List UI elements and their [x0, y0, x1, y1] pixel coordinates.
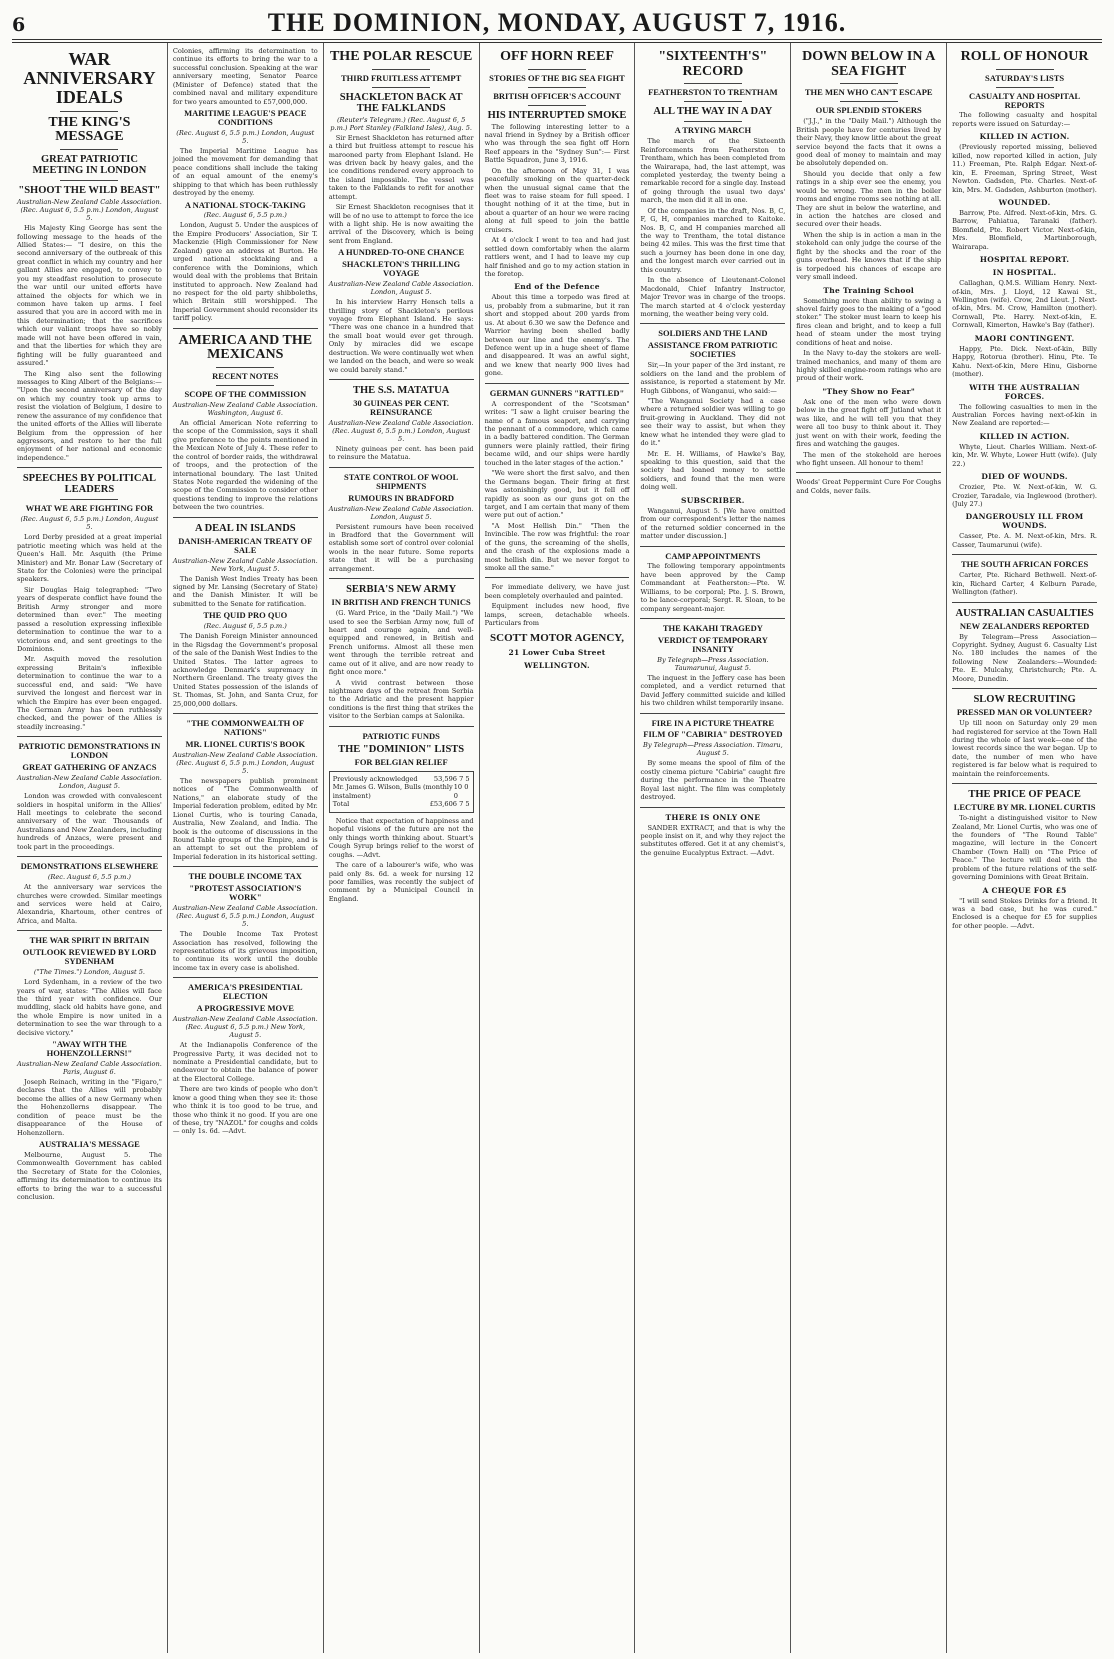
divider [17, 467, 162, 468]
article-paragraph: A vivid contrast between those nightmare days of the retreat from Serbia to the Adriatic and the present happier conditions is the first thing that strikes the visitor to the Serbian camps at Salonika. [328, 678, 474, 721]
subheadline: A TRYING MARCH [674, 125, 752, 136]
list-subhead: KILLED IN ACTION. [979, 431, 1070, 441]
article-paragraph: At 4 o'clock I went to tea and had just settled down comfortably when the alarm rattlers went, and I had to leave my cup half finished and go to my action station in the foretop. [484, 236, 630, 278]
divider [372, 87, 430, 88]
headline: GERMAN GUNNERS "RATTLED" [489, 387, 625, 398]
article-paragraph: Melbourne, August 5. The Commonwealth Government has cabled the Secretary of State for the Colonies, affirming its determination to continue its efforts to bring the war to a successful conclusion. [17, 1150, 162, 1202]
article-paragraph: Sir,—In your paper of the 3rd instant, re soldiers on the land and the problem of assistance, is reported a statement by Mr. Hugh Gibbons, of Wanganui, who said:— [640, 361, 786, 395]
subheadline: WHAT WE ARE FIGHTING FOR [25, 503, 154, 514]
column-5 [635, 43, 791, 1653]
article-paragraph: His Majesty King George has sent the following message to the heads of the Allied States:— "I desire, on this the second anniversary of the outbreak of this great conflict in which my country and her gallant Allies are engaged, to convey to you my steadfast resolution to prosecute the war until our united efforts have attained the objects for which we in common have taken up arms. I feel assured that you are in accord with me in this determination; that the sacrifices which our valiant troops have so nobly made will not have been offered in vain, and that the liberties for which they are fighting will be fully guaranteed and assured." [17, 224, 162, 368]
fund-row [333, 783, 470, 800]
divider [684, 101, 742, 102]
column-2 [168, 43, 324, 1653]
divider [528, 105, 586, 106]
advertiser-city: WELLINGTON. [524, 660, 590, 670]
article-paragraph: Lord Derby presided at a great imperial patriotic meeting which was held at the Queen's Hall. Mr. Asquith (the Prime Minister) and Mr. Bonar Law (Secretary of State for the Colonies) were the principal speakers. [17, 533, 162, 584]
subheadline: OUR SPLENDID STOKERS [815, 105, 922, 116]
subheadline: SATURDAY'S LISTS [985, 72, 1065, 83]
headline: WAR ANNIVERSARY IDEALS [23, 49, 156, 107]
subheadline: VERDICT OF TEMPORARY INSANITY [657, 634, 768, 654]
subheadline: DANISH-AMERICAN TREATY OF SALE [178, 535, 313, 555]
divider [372, 69, 430, 70]
subheadline: ALL THE WAY IN A DAY [653, 106, 773, 118]
subheadline: STORIES OF THE BIG SEA FIGHT [489, 72, 625, 83]
divider [952, 602, 1097, 603]
subheadline: OUTLOOK REVIEWED BY LORD SYDENHAM [22, 947, 157, 967]
divider [640, 546, 785, 547]
divider [640, 323, 785, 324]
article-paragraph: Sir Ernest Shackleton recognises that it will be of no use to attempt to force the ice with a light ship. He is now awaiting the arrival of the Discovery, which is being sent from England. [328, 203, 474, 245]
article-paragraph: (G. Ward Price, in the "Daily Mail.") "We used to see the Serbian Army now, full of heart and courage again, and well-equipped and renewed, in British and French uniforms. Almost all these men went through the terrible retreat and came out of it alive, and are now ready to fight once more." [328, 609, 474, 677]
divider [996, 69, 1054, 70]
article-paragraph: Mr. E. H. Williams, of Hawke's Bay, speaking to this question, said that the society had loaned money to settle soldiers, and found that the men were doing well. [640, 449, 786, 492]
divider [952, 554, 1097, 555]
article-paragraph: Lord Sydenham, in a review of the two years of war, states: "The Allies will face the third year with confidence. Our muddling, slack old habits have gone, and the whole Empire is now united in a determination to see the war through to a decisive victory." [17, 978, 162, 1037]
dateline: (Rec. August 6, 5.5 p.m.) [203, 211, 287, 220]
article-paragraph: "The Wanganui Society had a case where a returned soldier was willing to go fruit-growing in Auckland. They did not see their way to assist, but when they knew what he intended they were glad to do it." [640, 396, 786, 448]
divider [952, 783, 1097, 784]
subheadline: "PROTEST ASSOCIATION'S WORK" [189, 883, 302, 903]
article-paragraph: The men of the stokehold are heroes who fight unseen. All honour to them! [796, 450, 942, 467]
divider [216, 385, 274, 386]
column-grid [12, 43, 1102, 1653]
dateline: By Telegraph—Press Association. Taumarunui, August 5. [657, 655, 769, 672]
dateline: (Reuter's Telegram.) (Rec. August 6, 5 p.m.) Port Stanley (Falkland Isles), Aug. 5. [330, 115, 473, 132]
headline: A DEAL IN ISLANDS [194, 522, 296, 534]
subheadline: THIRD FRUITLESS ATTEMPT [341, 72, 462, 83]
divider [173, 977, 318, 978]
advertiser-name: SCOTT MOTOR AGENCY, [490, 631, 624, 644]
divider [329, 726, 474, 727]
article-paragraph: By some means the spool of film of the costly cinema picture "Cabiria" caught fire during the performance in the Theatre Royal last night. The film was completely destroyed. [640, 759, 786, 802]
headline: "THE COMMONWEALTH OF NATIONS" [186, 718, 305, 738]
article-paragraph: By Telegram—Press Association—Copyright. Sydney, August 6. Casualty List No. 180 includes the names of the following New Zealanders:—Wounded: Pte. E. Mulcahy, Christchurch; Pte. A. Moore, Dunedin. [952, 632, 1098, 683]
article-paragraph: In his interview Harry Hensch tells a thrilling story of Shackleton's perilous voyage from Elephant Island. He says: "There was one chance in a hundred that the small boat would ever get through. Only by miracles did we escape destruction. We were continually wet when we landed on the beach, and were so weak we could barely stand." [328, 298, 474, 374]
masthead [12, 8, 1102, 40]
list-subhead: DIED OF WOUNDS. [981, 472, 1068, 482]
fund-row [333, 800, 470, 809]
headline: THE WAR SPIRIT IN BRITAIN [29, 935, 150, 946]
headline: DEMONSTRATIONS ELSEWHERE [20, 861, 159, 872]
subheadline: THE MEN WHO CAN'T ESCAPE [804, 87, 933, 98]
dateline: (Rec. August 6, 5.5 p.m.) London, August 5. [20, 515, 159, 532]
subheadline: 30 GUINEAS PER CENT. REINSURANCE [353, 398, 449, 417]
dateline: (Rec. August 6, 5.5 p.m.) [47, 873, 131, 882]
subheadline: A PROGRESSIVE MOVE [196, 1003, 294, 1014]
article-paragraph: London, August 5. Under the auspices of the Empire Producers' Association, Sir T. Mackenzie (High Commissioner for New Zealand) gave an address at Burton. He urged national stocktaking and a conference with the Dominions, which would deal with the problems that Britain instituted to approach. New Zealand had no respect for the old party shibboleths, which Britain still worshipped. The Imperial Government should reconsider its tariff policy. [172, 221, 318, 323]
dateline: Australian-New Zealand Cable Association. London, August 5. [328, 504, 474, 521]
divider [485, 383, 630, 384]
masthead-title: THE DOMINION, MONDAY, AUGUST 7, 1916. [267, 8, 847, 37]
divider [173, 713, 318, 714]
section-subhead: End of the Defence [514, 282, 600, 292]
article-paragraph: The Danish West Indies Treaty has been signed by Mr. Lansing (Secretary of State) and the Danish Minister. It will be submitted to the Senate for ratification. [172, 574, 318, 608]
divider [17, 856, 162, 857]
headline: A NATIONAL STOCK-TAKING [184, 199, 306, 210]
subheadline: THE QUID PRO QUO [203, 610, 288, 621]
dateline: Australian-New Zealand Cable Association. (Rec. August 6, 5.5 p.m.) London, August 5. [172, 750, 318, 775]
dateline: Australian-New Zealand Cable Association. London, August 5. [328, 280, 474, 297]
divider [996, 87, 1054, 88]
casualty-list: Casser, Pte. A. M. Next-of-kin, Mrs. R. Casser, Taumarunui (wife). [952, 532, 1098, 549]
article-paragraph: Should you decide that only a few ratings in a ship ever see the enemy, you would be wrong. The men in the boiler rooms and engine rooms see nothing at all. They are shut in below the waterline, and in action the hatches are closed and secured over their heads. [796, 169, 942, 229]
advertisement-text: Woods' Great Peppermint Cure For Coughs and Colds, never fails. [796, 478, 942, 495]
subheadline: THE "DOMINION" LISTS [338, 743, 465, 755]
fund-label: Previously acknowledged [332, 774, 418, 783]
subheadline: PRESSED MAN OR VOLUNTEER? [956, 707, 1093, 718]
dateline: (Rec. August 6, 5.5 p.m.) [203, 622, 287, 631]
article-paragraph: Ask one of the men who were down below in the great fight off Jutland what it was like, and he will tell you that they were all too busy to think about it. They just went on with their work, feeding the fires and watching the gauges. [796, 397, 942, 449]
fund-label: Mr. James G. Wilson, Bulls (monthly instalment) [332, 783, 453, 800]
article-paragraph: London was crowded with convalescent soldiers in hospital uniform in the Allies' Hall meetings to celebrate the second anniversary of the war. Thousands of Australians and New Zealanders, including hundreds of Anzacs, were present and took part in the proceedings. [17, 792, 162, 851]
casualty-list: (Previously reported missing, believed killed, now reported killed in action, July 11.) Freeman, Pte. Ralph Edgar. Next-of-kin, E. Freeman, Spring Street, West Newton. Gadsden, Pte. Charles. Next-of-kin, Mrs. M. Gadsden, Ashburton (mother). [952, 143, 1098, 194]
article-paragraph: An official American Note referring to the scope of the Commission, says it shall give preference to the points mentioned in the Mexican Note of July 4. These refer to the control of border raids, the withdrawal of troops, and the protection of the international boundary. The last United States Note regarded the widening of the scope of the Commission to consider other questions tending to improve the relations between the two countries. [172, 418, 318, 512]
column-6 [791, 43, 947, 1653]
headline: DOWN BELOW IN A SEA FIGHT [802, 49, 936, 79]
divider [840, 83, 898, 84]
article-paragraph: Sir Ernest Shackleton has returned after a third but fruitless attempt to rescue his marooned party from Elephant Island. He was driven back by heavy gales, and the ice conditions rendered every approach to the island impossible. The vessel was taken to the Falklands to refit for another attempt. [328, 133, 474, 201]
article-paragraph: The newspapers publish prominent notices of "The Commonwealth of Nations," an elaborate study of the Imperial federation problem, edited by Mr. Lionel Curtis, who is touring Canada, Australia, New Zealand, and India. The book is the outcome of discussions in the Round Table groups of the Empire, and is an attempt to set out the problem of Imperial federation in its historical setting. [172, 776, 318, 861]
subheadline: MR. LIONEL CURTIS'S BOOK [185, 739, 306, 750]
subheadline: FEATHERSTON TO TRENTHAM [648, 87, 778, 98]
list-subhead: KILLED IN ACTION. [979, 132, 1070, 142]
article-paragraph: The march of the Sixteenth Reinforcements from Featherston to Trentham, which has been completed from the Wairarapa, had, the last attempt, was completed yesterday, the twenty being a remarkable record for a single day. Instead of going through the usual two days' march, the men did it all in one. [640, 137, 786, 205]
article-paragraph: A correspondent of the "Scotsman" writes: "I saw a light cruiser bearing the name of a famous seaport, and carrying the pennant of a commodore, which came in a badly battered condition. The German gunners were plainly rattled, their firing became wild, and our ships were hardly touched in the later stages of the action." [484, 399, 630, 467]
headline: MARITIME LEAGUE'S PEACE CONDITIONS [184, 108, 307, 127]
divider [485, 577, 630, 578]
list-subhead: WOUNDED. [998, 197, 1051, 207]
fund-amount: 53,596 7 5 [433, 774, 470, 783]
article-paragraph: Ninety guineas per cent. has been paid to reinsure the Matatua. [328, 444, 474, 462]
article-paragraph: Of the companies in the draft, Nos. B, C, F, G, H, companies marched to Kaitoke. Nos. B, C, and H companies marched all the way to Trentham, the total distance being 42 miles. This was the first time that such a journey has been done in one day, and the longest march ever carried out in this country. [640, 206, 786, 274]
column-4 [480, 43, 636, 1653]
subheadline: GREAT GATHERING OF ANZACS [22, 762, 157, 773]
subheadline: GREAT PATRIOTIC MEETING IN LONDON [32, 154, 147, 177]
divider [796, 472, 941, 473]
article-paragraph: Wanganui, August 5. [We have omitted from our correspondent's letter the names of the returned soldier concerned in the matter under discussion.] [640, 506, 786, 541]
fund-amount: 10 0 0 [453, 783, 469, 800]
subheadline: "SHOOT THE WILD BEAST" [18, 185, 161, 197]
article-paragraph: Something more than ability to swing a shovel fairly goes to the making of a "good stoker." The stoker must learn to keep his fires clean and bright, and to keep a full head of steam under the most trying conditions of heat and noise. [796, 296, 942, 347]
subheadline: RUMOURS IN BRADFORD [348, 492, 455, 503]
article-paragraph: The following interesting letter to a naval friend in Sydney by a British officer who was through the sea fight off Horn Reef appears in the "Sydney Sun":— First Battle Squadron, June 3, 1916. [484, 122, 630, 165]
article-paragraph: At the Indianapolis Conference of the Progressive Party, it was decided not to nominate a Presidential candidate, but to endeavour to obtain the balance of power at the Electoral College. [172, 1041, 318, 1083]
divider [216, 367, 274, 368]
headline: SOLDIERS AND THE LAND [658, 328, 768, 339]
subheadline: SHACKLETON BACK AT THE FALKLANDS [339, 91, 463, 114]
article-paragraph: The following temporary appointments have been approved by the Camp Commandant at Featherston:—Pte. W. Williams, to be corporal; Pte. J. S. Brown, to be lance-corporal; Sergt. R. Sloan, to be company sergeant-major. [640, 562, 786, 613]
advertisement-text: There are two kinds of people who don't know a good thing when they see it: those who think it is too good to be true, and those who think it no good. If you are one of these, try "NAZOL" for coughs and colds — only 1s. 6d. —Advt. [172, 1085, 318, 1136]
fund-amount: £53,606 7 5 [429, 800, 470, 809]
article-paragraph: The Danish Foreign Minister announced in the Rigsdag the Government's proposal of the sale of the Danish West Indies to the United States. The latter agrees to acknowledge Denmark's supremacy in Northern Greenland. The treaty gives the United States possession of the islands of St. Thomas, St. John, and Santa Cruz, for 25,000,000 dollars. [172, 632, 318, 708]
article-paragraph: "A Most Hellish Din." "Then the Invincible. The row was frightful: the roar of the guns, the screaming of the shells, and the crash of the explosions made a most hellish din. But we never forgot to smoke all the same." [484, 521, 630, 573]
dateline: Australian-New Zealand Cable Association. (Rec. August 6, 5.5 p.m.) London, August 5. [328, 418, 474, 443]
headline: THE PRICE OF PEACE [968, 789, 1081, 801]
subheadline: IN BRITISH AND FRENCH TUNICS [331, 597, 471, 608]
divider [173, 328, 318, 329]
article-paragraph: Sir Douglas Haig telegraphed: "Two years of desperate conflict have found the British Army stronger and more determined than ever." The meeting passed a resolution expressing inflexible determination to continue the war to a victorious end, and sent greetings to the Dominions. [17, 585, 162, 653]
article-paragraph: To-night a distinguished visitor to New Zealand, Mr. Lionel Curtis, who was one of the founders of "The Round Table" magazine, will lecture in the Concert Chamber (Town Hall) on "The Price of Peace." The lecture will deal with the problem of the future relations of the self-governing Dominions with Great Britain. [952, 814, 1098, 882]
headline: THE SOUTH AFRICAN FORCES [960, 559, 1089, 570]
section-subhead: "They Show no Fear" [822, 386, 916, 396]
divider [60, 499, 118, 500]
headline: PATRIOTIC FUNDS [362, 730, 440, 741]
advertisement-headline: THERE IS ONLY ONE [665, 812, 761, 822]
headline: AMERICA'S PRESIDENTIAL ELECTION [188, 982, 303, 1002]
article-paragraph: Up till noon on Saturday only 29 men had registered for service at the Town Hall during the whole of last week—one of the lowest records since the war began. Up to date, the number of men who have registered is far below what is required to maintain the reinforcements. [952, 719, 1098, 778]
divider [640, 713, 785, 714]
dateline: Australian-New Zealand Cable Association. (Rec. August 6, 5.5 p.m.) New York, August 5. [172, 1015, 318, 1040]
dateline: Australian-New Zealand Cable Association. Washington, August 6. [172, 400, 318, 417]
dateline: Australian-New Zealand Cable Association. London, August 5. [17, 774, 162, 791]
divider [684, 121, 742, 122]
article-paragraph: About this time a torpedo was fired at us, probably from a submarine, but it ran short and stopped about 200 yards from us. At about 6.30 we saw the Defence and Warrior having been shelled badly between our line and the enemy's. The Defence went up in a huge sheet of flame and disappeared. It was an awful sight, and we knew that nearly 900 lives had gone. [484, 293, 630, 378]
headline: AUSTRALIA'S MESSAGE [39, 1139, 140, 1150]
subheadline: "AWAY WITH THE HOHENZOLLERNS!" [46, 1039, 133, 1059]
article-paragraph: On the afternoon of May 31, I was peacefully smoking on the quarter-deck when the unusual signal came that the fleet was to raise steam for full speed. I thought nothing of it at the time, but in about a quarter of an hour we were racing along at full speed to join the battle cruisers. [484, 166, 630, 234]
subheadline: LECTURE BY MR. LIONEL CURTIS [953, 802, 1096, 813]
article-paragraph: The Double Income Tax Protest Association has resolved, following the representations of its grievous imposition, to continue its work until the double income tax in every case is abolished. [172, 930, 318, 972]
subheadline: SHACKLETON'S THRILLING VOYAGE [342, 259, 461, 279]
divider [60, 180, 118, 181]
list-subhead: WITH THE AUSTRALIAN FORCES. [969, 382, 1080, 401]
headline: THE KAKAHI TRAGEDY [662, 623, 763, 634]
dateline: Australian-New Zealand Cable Association. New York, August 5. [172, 556, 318, 573]
divider [684, 83, 742, 84]
column-7 [947, 43, 1102, 1653]
article-paragraph: "We were short the first salvo, and then the Germans began. Their firing at first was astonishingly good, but it fell off rapidly as soon as our guns got on the target, and I am certain that many of them were put out of action." [484, 469, 630, 520]
article-paragraph: The following casualty and hospital reports were issued on Saturday:— [952, 111, 1098, 128]
divider [173, 866, 318, 867]
casualty-list: Barrow, Pte. Alfred. Next-of-kin, Mrs. G. Barrow, Pahiatua, Taranaki (father). Blomfield, Pte. Robert Victor. Next-of-kin, Mrs. Blomfield, Martinborough, Wairarapa. [952, 208, 1098, 251]
advertisement-text: SANDER EXTRACT, and that is why the people insist on it, and why they reject the substitutes offered. Get it at any chemist's, the genuine Eucalyptus Extract. —Advt. [640, 823, 786, 857]
dateline: ("The Times.") London, August 5. [33, 968, 146, 977]
advertisement-text: For immediate delivery, we have just been completely overhauled and painted. [484, 583, 630, 600]
column-3 [324, 43, 480, 1653]
article-paragraph: The inquest in the Jeffery case has been completed, and a verdict returned that David Jeffery committed suicide and killed his two children whilst temporarily insane. [640, 673, 786, 708]
headline: "SIXTEENTH'S" RECORD [658, 49, 768, 79]
divider [528, 87, 586, 88]
subheadline: FILM OF "CABIRIA" DESTROYED [643, 729, 783, 740]
dateline: Australian-New Zealand Cable Association. (Rec. August 6, 5.5 p.m.) London, August 5. [172, 904, 318, 929]
article-paragraph: At the anniversary war services the churches were crowded. Similar meetings and services were held at Cairo, Alexandria, Khartoum, other centres of Africa, and Malta. [17, 883, 162, 925]
divider [640, 618, 785, 619]
column-1 [12, 43, 168, 1653]
article-paragraph: Colonies, affirming its determination to continue its efforts to bring the war to a successful conclusion. Speaking at the war anniversary meeting, Senator Pearce (Minister of Defence) stated that the combined naval and military expenditure for two years amounted to £57,000,000. [172, 47, 318, 106]
divider [173, 517, 318, 518]
divider [528, 69, 586, 70]
article-paragraph: Mr. Asquith moved the resolution expressing Britain's inflexible determination to continue the war to a successful end, and said: "We have survived the longest and fiercest war in which the Empire has ever been engaged. The German Army has been ruthlessly checked, and the power of the Allies is steadily increasing." [17, 655, 162, 731]
divider [60, 149, 118, 150]
subheadline: ASSISTANCE FROM PATRIOTIC SOCIETIES [647, 340, 778, 360]
subheadline: FOR BELGIAN RELIEF [354, 756, 448, 767]
advertisement-text: Notice that expectation of happiness and hopeful visions of the future are not the only things worth thinking about. Stuart's Cough Syrup brings relief to the worst of coughs. —Advt. [328, 816, 474, 859]
section-subhead: The Training School [823, 285, 915, 295]
fund-list [329, 771, 474, 813]
headline: SPEECHES BY POLITICAL LEADERS [22, 473, 157, 496]
dateline: Australian-New Zealand Cable Association. (Rec. August 6, 5.5 p.m.) London, August 5. [17, 198, 162, 223]
divider [329, 379, 474, 380]
page-number: 6 [12, 14, 26, 36]
headline: SERBIA'S NEW ARMY [346, 584, 457, 596]
headline: THE DOUBLE INCOME TAX [188, 871, 302, 882]
subheadline: A HUNDRED-TO-ONE CHANCE [338, 247, 465, 258]
headline: THE POLAR RESCUE [329, 49, 473, 64]
subheadline: NEW ZEALANDERS REPORTED [959, 620, 1090, 631]
headline: AUSTRALIAN CASUALTIES [955, 607, 1094, 619]
advertiser-address: 21 Lower Cuba Street [508, 647, 606, 657]
divider [329, 578, 474, 579]
article-paragraph: ("J.J.," in the "Daily Mail.") Although the British people have for centuries lived by their Navy, they know little about the great service beyond the facts that it owns a good deal of money to maintain and may be absolutely depended on. [796, 117, 942, 168]
headline: ROLL OF HONOUR [960, 49, 1089, 64]
advertisement-text: "I will send Stokes Drinks for a friend. It was a bad case, but he was cured." Enclosed is a cheque for £5 for supplies for other people. —Advt. [952, 896, 1098, 930]
fund-row [333, 775, 470, 784]
article-paragraph: The following casualties to men in the Australian Forces having next-of-kin in New Zealand are reported:— [952, 402, 1098, 428]
advertisement-text: Equipment includes new hood, five lamps, screen, detachable wheels. Particulars from [484, 602, 630, 628]
headline: THE KING'S MESSAGE [48, 114, 131, 145]
divider [840, 101, 898, 102]
subheadline: HIS INTERRUPTED SMOKE [487, 109, 627, 121]
dateline: Australian-New Zealand Cable Association. Paris, August 6. [17, 1059, 162, 1076]
divider [17, 736, 162, 737]
list-subhead: MAORI CONTINGENT. [974, 333, 1075, 343]
casualty-list: Callaghan, Q.M.S. William Henry. Next-of-kin, Mrs. J. Lloyd, 12 Kawai St., Wellington (wife). Crow, 2nd Lieut. J. Next-of-kin, Mrs. M. Crow, Hamilton (mother). Cornwall, Pte. Harry. Next-of-kin, E. Cornwall, Kimerton, Hawke's Bay (father). [952, 279, 1098, 330]
article-paragraph: Persistent rumours have been received in Bradford that the Government will establish some sort of control over colonial wools in the near future. Some reports state that it will be a purchasing arrangement. [328, 522, 474, 573]
casualty-list: Carter, Pte. Richard Bethwell. Next-of-kin, Richard Carter, 4 Kelburn Parade, Wellington (father). [952, 571, 1098, 597]
headline: AMERICA AND THE MEXICANS [178, 332, 313, 363]
article-paragraph: The care of a labourer's wife, who was paid only 8s. 6d. a week for nursing 12 poor families, was recently the subject of comment by a Municipal Council in England. [328, 861, 474, 903]
article-paragraph: When the ship is in action a man in the stokehold can only judge the course of the fight by the shocks and the roar of the guns overhead. He knows that if the ship is torpedoed his chances of escape are very small indeed. [796, 230, 942, 282]
article-paragraph: Joseph Reinach, writing in the "Figaro," declares that the Allies will probably become the allies of a new Germany when the Hohenzollerns disappear. The condition of peace must be the disappearance of the House of Hohenzollern. [17, 1077, 162, 1137]
divider [17, 930, 162, 931]
headline: THE S.S. MATATUA [353, 385, 450, 397]
dateline: (Rec. August 6, 5.5 p.m.) London, August 5. [176, 128, 315, 145]
list-subhead: IN HOSPITAL. [992, 268, 1057, 278]
dateline: By Telegraph—Press Association. Timaru, August 5. [642, 741, 783, 758]
divider [952, 688, 1097, 689]
signature: SUBSCRIBER. [681, 495, 745, 505]
article-paragraph: The Imperial Maritime League has joined the movement for demanding that peace conditions shall include the taking of an equal amount of the enemy's shipping to that which has been ruthlessly destroyed by the enemy. [172, 146, 318, 198]
article-paragraph: In the Navy to-day the stokers are well-trained mechanics, and many of them are highly skilled engine-room ratings who are proud of their work. [796, 349, 942, 383]
list-subhead: DANGEROUSLY ILL FROM WOUNDS. [965, 512, 1084, 531]
subheadline: RECENT NOTES [212, 371, 279, 382]
advertisement-headline: A CHEQUE FOR £5 [982, 885, 1067, 895]
headline: CAMP APPOINTMENTS [665, 550, 761, 561]
divider [640, 807, 785, 808]
casualty-list: Happy, Pte. Dick. Next-of-kin, Billy Happy, Rotorua (brother). Hinu, Pte. Te Kahu. Next-of-kin, Mere Hinu, Gisborne (mother). [952, 344, 1098, 379]
article-paragraph: In the absence of Lieutenant-Colonel Macdonald, Chief Infantry Instructor, Major Trevor was in charge of the troops. The march started at 4 o'clock yesterday morning, the weather being very cold. [640, 276, 786, 318]
list-subhead: HOSPITAL REPORT. [979, 255, 1070, 265]
headline: FIRE IN A PICTURE THEATRE [651, 717, 775, 728]
headline: PATRIOTIC DEMONSTRATIONS IN LONDON [18, 741, 161, 761]
headline: OFF HORN REEF [500, 49, 614, 64]
subheadline: SCOPE OF THE COMMISSION [184, 389, 307, 399]
article-paragraph: The King also sent the following messages to King Albert of the Belgians:— "Upon the second anniversary of the day on which my country took up arms to resist the violation of Belgium, I desire to renew the assurance of my confidence that the united efforts of the Allies will liberate Belgium from the oppression of her aggressors, and restore to her the full enjoyment of her national and economic independence." [17, 369, 162, 462]
divider [60, 111, 118, 112]
headline: STATE CONTROL OF WOOL SHIPMENTS [344, 471, 459, 491]
subheadline: CASUALTY AND HOSPITAL REPORTS [969, 90, 1081, 110]
divider [329, 467, 474, 468]
fund-label: Total [332, 800, 350, 809]
headline: SLOW RECRUITING [973, 694, 1076, 706]
subheadline: BRITISH OFFICER'S ACCOUNT [493, 90, 621, 101]
casualty-list: Whyte, Lieut. Charles William. Next-of-kin, Mr. W. Whyte, Lower Hutt (wife). (July 22.) [952, 442, 1098, 468]
casualty-list: Crozier, Pte. W. Next-of-kin, W. G. Crozier, Taradale, via Inglewood (brother). (July 27.) [952, 483, 1098, 509]
